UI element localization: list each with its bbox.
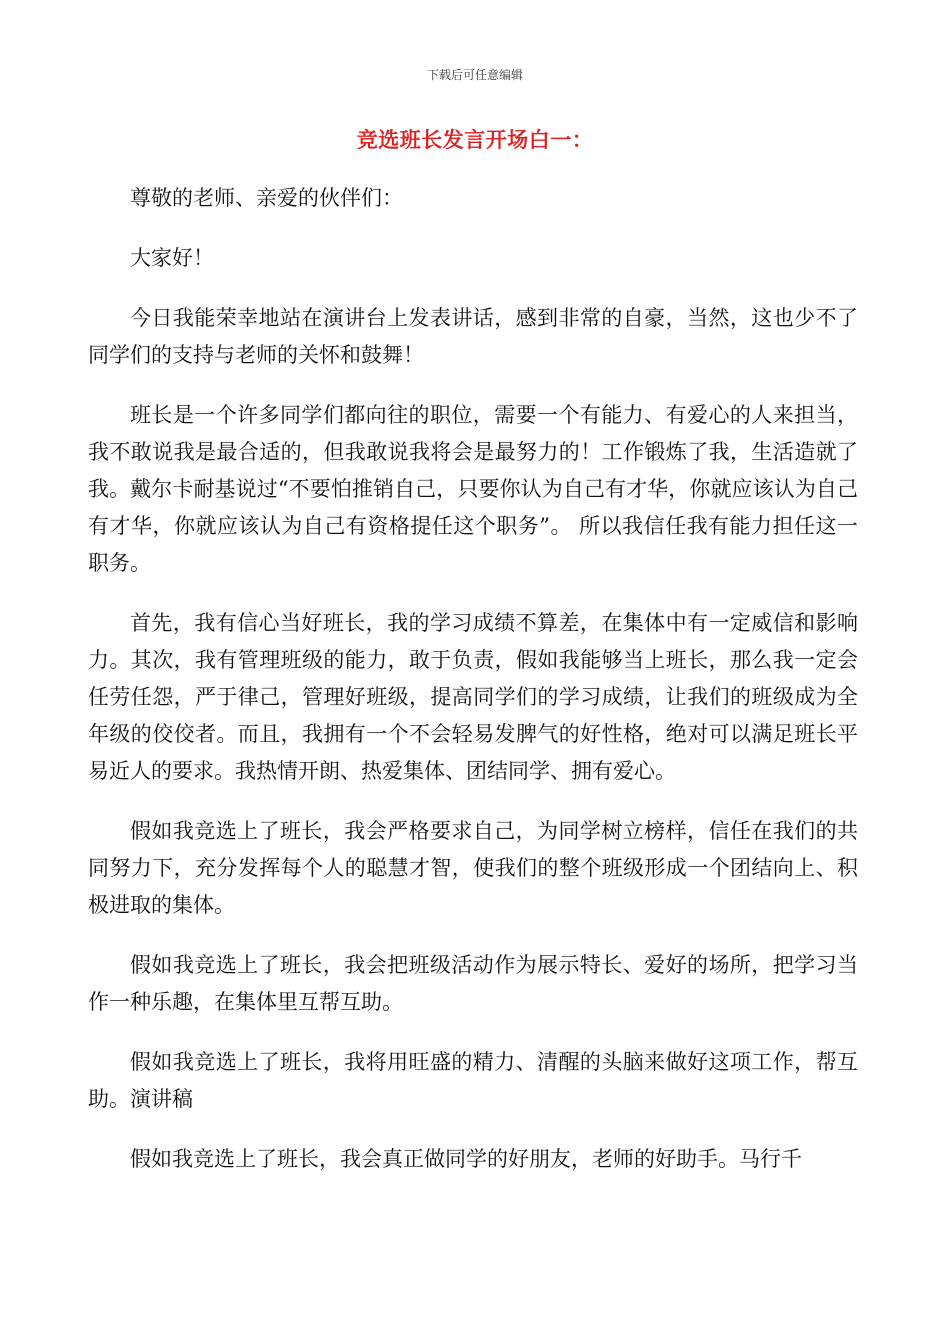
- paragraph: 假如我竞选上了班长，我会真正做同学的好朋友，老师的好助手。马行千: [130, 1147, 802, 1171]
- paragraph: 假如我竞选上了班长，我将用旺盛的精力、清醒的头脑来做好这项工作，帮互助。演讲稿: [88, 1050, 858, 1111]
- paragraph: 假如我竞选上了班长，我会把班级活动作为展示特长、爱好的场所，把学习当作一种乐趣，在集体里互帮互助。: [88, 953, 858, 1014]
- document-title: 竞选班长发言开场白一：: [356, 127, 594, 152]
- document-body: [88, 180, 858, 1178]
- paragraph: 今日我能荣幸地站在演讲台上发表讲话，感到非常的自豪，当然，这也少不了同学们的支持与老师的关怀和鼓舞！: [88, 306, 858, 367]
- paragraph: 首先，我有信心当好班长，我的学习成绩不算差，在集体中有一定威信和影响力。其次，我有管理班级的能力，敢于负责，假如我能够当上班长，那么我一定会任劳任怨，严于律己，管理好班级，提高同学们的学习成绩，让我们的班级成为全年级的佼佼者。而且，我拥有一个不会轻易发脾气的好性格，绝对可以满足班长平易近人的要求。我热情开朗、热爱集体、团结同学、拥有爱心。: [88, 611, 858, 783]
- paragraph: 假如我竞选上了班长，我会严格要求自己，为同学树立榜样，信任在我们的共同努力下，充分发挥每个人的聪慧才智，使我们的整个班级形成一个团结向上、积极进取的集体。: [88, 819, 858, 917]
- paragraph: 班长是一个许多同学们都向往的职位，需要一个有能力、有爱心的人来担当，我不敢说我是最合适的，但我敢说我将会是最努力的！工作锻炼了我，生活造就了我。戴尔卡耐基说过“不要怕推销自己，只要你认为自己有才华，你就应该认为自己有才华，你就应该认为自己有资格提任这个职务”。 所以我信任我有能力担任这一职务。: [88, 403, 858, 575]
- paragraph-salutation: 尊敬的老师、亲爱的伙伴们：: [130, 186, 403, 210]
- paragraph-greeting: 大家好！: [130, 246, 214, 270]
- page-header: 下载后可任意编辑: [426, 68, 523, 82]
